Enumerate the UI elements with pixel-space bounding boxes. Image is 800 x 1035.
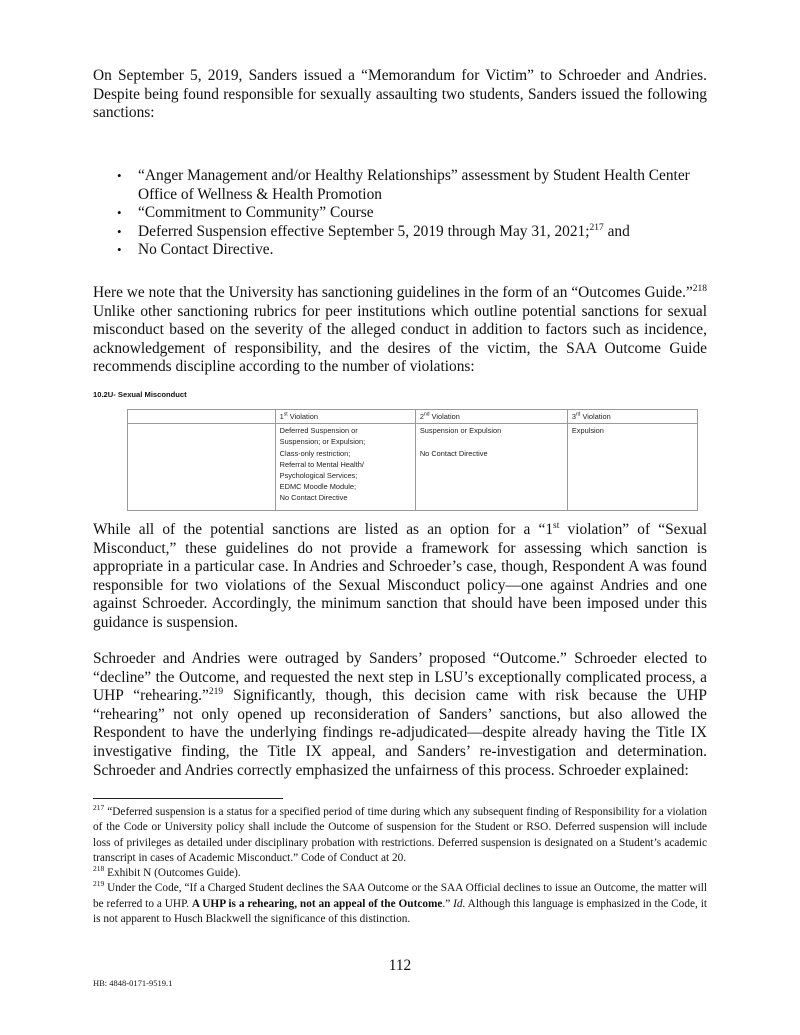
outcomes-table bbox=[127, 409, 698, 511]
list-item bbox=[117, 204, 707, 223]
list-item-text: No Contact Directive. bbox=[138, 241, 274, 259]
table-cell-3rd-violation: Expulsion bbox=[567, 424, 697, 511]
table-header-row bbox=[128, 410, 698, 424]
paragraph-text: Here we note that the University has sanctioning guidelines in the form of an “Outcomes Guide.” bbox=[93, 284, 693, 301]
table-cell-2nd-violation: Suspension or Expulsion No Contact Directive bbox=[415, 424, 567, 511]
table-row bbox=[128, 424, 698, 511]
paragraph-memorandum: On September 5, 2019, Sanders issued a “Memorandum for Victim” to Schroeder and Andries. Despite being found responsible for sexually assaulting two students, Sanders issued the following sanctions: bbox=[93, 67, 707, 122]
document-id: HB: 4848-0171-9519.1 bbox=[93, 978, 173, 988]
paragraph-text: Unlike other sanctioning rubrics for peer institutions which outline potential sanctions for sexual misconduct based on the severity of the alleged conduct in addition to factors such as incidence, acknowledgement of responsibility, and the desires of the victim, the SAA Outcome Guide recommends discipline according to the number of violations: bbox=[93, 302, 707, 376]
bullet-icon: • bbox=[117, 168, 122, 183]
header-cell-1st-violation: 1st Violation bbox=[275, 410, 415, 424]
list-item-text: Deferred Suspension effective September 5, 2019 through May 31, 2021; bbox=[138, 222, 590, 240]
bullet-icon: • bbox=[117, 205, 122, 221]
bullet-icon: • bbox=[117, 223, 122, 239]
header-cell-empty bbox=[128, 410, 276, 424]
page-number: 112 bbox=[388, 957, 412, 974]
table-cell-1st-violation: Deferred Suspension or Suspension; or Expulsion; Class-only restriction; Referral to Mental Health/ Psychological Services; EDMC Moodle Module; No Contact Directive bbox=[275, 424, 415, 511]
footnote-divider bbox=[93, 798, 283, 799]
list-item bbox=[117, 241, 707, 260]
table-cell-empty bbox=[128, 424, 276, 511]
paragraph-outcomes-guide bbox=[93, 284, 707, 377]
footnote-218: $^{218}$ Exhibit N (Outcomes Guide). bbox=[93, 864, 241, 880]
list-item-text: “Commitment to Community” Course bbox=[138, 204, 374, 222]
list-item-text-tail: and bbox=[603, 222, 630, 240]
list-item bbox=[117, 167, 707, 204]
footnotes bbox=[93, 805, 707, 927]
paragraph-rehearing: Schroeder and Andries were outraged by Sanders’ proposed “Outcome.” Schroeder elected to “decline” the Outcome, and requested the next step in LSU’s exceptionally complicated process, a UHP “rehearing.”$^{219}$ Significantly, though, this decision came with risk because the UHP “rehearing” not only opened up reconsideration of Sanders’ sanctions, but also allowed the Respondent to have the underlying findings re-adjudicated—despite already having the Title IX investigative finding, the Title IX appeal, and Sanders’ re-investigation and determination. Schroeder and Andries correctly emphasized the unfairness of this process. Schroeder explained: bbox=[93, 650, 707, 779]
sanctions-list bbox=[93, 167, 707, 260]
list-item bbox=[117, 222, 707, 242]
footnote-217: $^{217}$ “Deferred suspension is a status for a specified period of time during which any subsequent finding of Responsibility for a violation of the Code or University policy shall include the Outcome of suspension for the Student or RSO. Deferred suspension will include loss of privileges as detailed under disciplinary probation with restrictions. Deferred suspension is designated on a Student’s academic transcript in cases of Academic Misconduct.” Code of Conduct at 20. bbox=[93, 803, 707, 864]
footnote-219: $^{219}$ Under the Code, “If a Charged Student declines the SAA Outcome or the SAA Official declines to issue an Outcome, the matter will be referred to a UHP. A UHP is a rehearing, not an appeal of the Outcome.” Id. Although this language is emphasized in the Code, it is not apparent to Husch Blackwell the significance of this distinction. bbox=[93, 879, 707, 926]
footnote-ref-218[interactable]: 218 bbox=[692, 283, 707, 294]
footnote-ref-217[interactable]: 217 bbox=[589, 222, 604, 233]
bullet-icon: • bbox=[117, 242, 122, 258]
paragraph-first-violation: While all of the potential sanctions are listed as an option for a “1st violation” of “Sexual Misconduct,” these guidelines do not provide a framework for assessing which sanction is appropriate in a particular case. In Andries and Schroeder’s case, though, Respondent A was found responsible for two violations of the Sexual Misconduct policy—one against Andries and one against Schroeder. Accordingly, the minimum sanction that should have been imposed under this guidance is suspension. bbox=[93, 520, 707, 631]
header-cell-2nd-violation: 2nd Violation bbox=[415, 410, 567, 424]
footnote-ref-219[interactable]: 219 bbox=[208, 687, 224, 698]
header-cell-3rd-violation: 3rd Violation bbox=[567, 410, 697, 424]
table-title: 10.2U- Sexual Misconduct bbox=[93, 390, 187, 399]
list-item-text: “Anger Management and/or Healthy Relationships” assessment by Student Health Center Office of Wellness & Health Promotion bbox=[138, 167, 690, 203]
